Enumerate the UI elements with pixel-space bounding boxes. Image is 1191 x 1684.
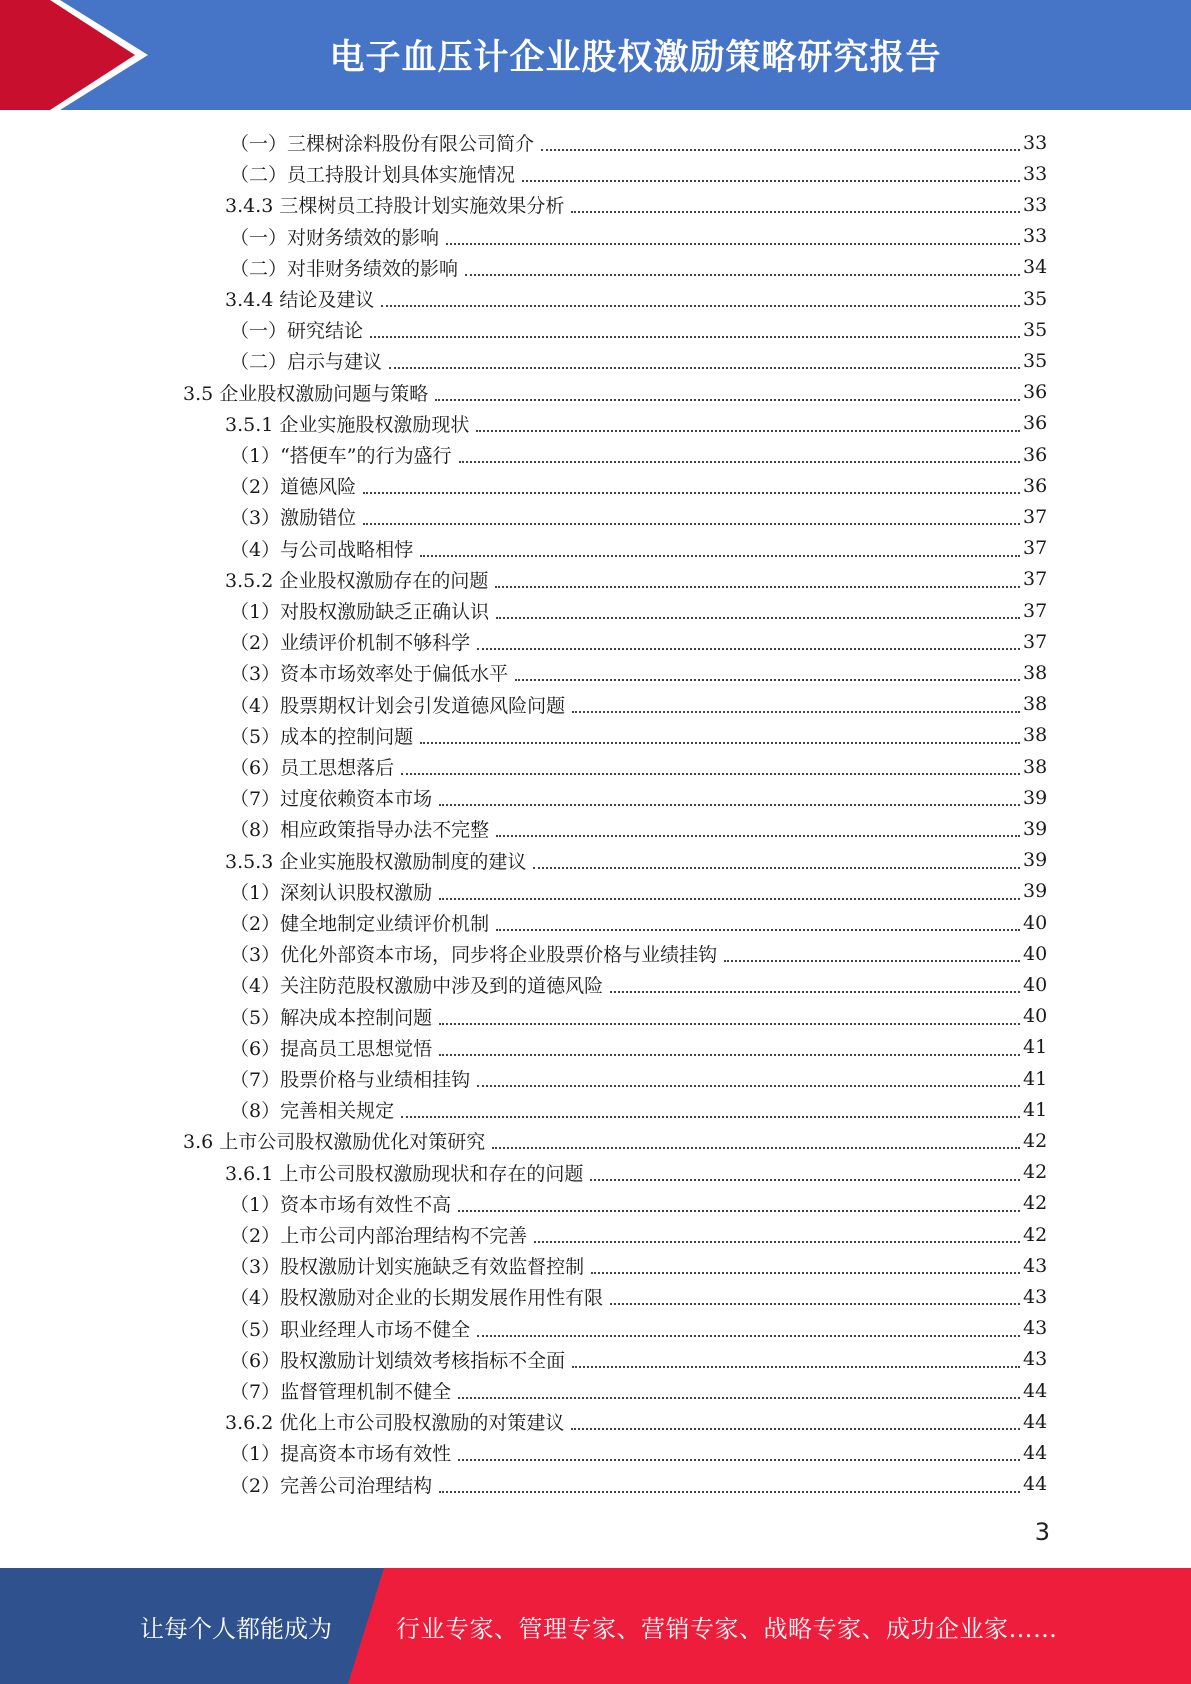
toc-dot-leader — [363, 491, 1020, 494]
toc-entry-page: 37 — [1023, 537, 1048, 560]
toc-entry[interactable] — [230, 345, 1047, 376]
toc-entry[interactable] — [230, 1344, 1047, 1375]
toc-entry-page: 39 — [1023, 786, 1048, 809]
toc-entry-page: 41 — [1023, 1036, 1048, 1059]
toc-entry-title: （6）提高员工思想觉悟 — [230, 1037, 433, 1060]
toc-entry-page: 39 — [1023, 817, 1048, 840]
toc-entry-title: （8）完善相关规定 — [230, 1100, 395, 1123]
toc-dot-leader — [572, 1365, 1020, 1368]
toc-entry-page: 40 — [1023, 973, 1048, 996]
toc-entry[interactable] — [183, 1125, 1047, 1156]
toc-entry[interactable] — [230, 626, 1047, 657]
toc-entry-page: 36 — [1023, 412, 1048, 435]
toc-dot-leader — [465, 273, 1020, 276]
toc-entry[interactable] — [230, 1437, 1047, 1468]
toc-entry-page: 39 — [1023, 849, 1048, 872]
toc-entry-page: 38 — [1023, 755, 1048, 778]
toc-entry[interactable] — [230, 751, 1047, 782]
document-title: 电子血压计企业股权激励策略研究报告 — [329, 38, 942, 78]
toc-entry[interactable] — [225, 408, 1047, 439]
toc-entry[interactable] — [230, 533, 1047, 564]
toc-entry[interactable] — [230, 1375, 1047, 1406]
toc-entry-page: 33 — [1023, 131, 1048, 154]
toc-entry[interactable] — [225, 564, 1047, 595]
page-number: 3 — [1034, 1518, 1050, 1546]
toc-dot-leader — [458, 1209, 1020, 1212]
toc-dot-leader — [724, 959, 1020, 962]
header-chevron-decoration — [0, 0, 150, 110]
toc-entry[interactable] — [230, 158, 1047, 189]
toc-entry-title: （一）三棵树涂料股份有限公司简介 — [230, 133, 535, 155]
toc-entry-page: 38 — [1023, 661, 1048, 684]
toc-entry-title: （4）股票期权计划会引发道德风险问题 — [230, 694, 566, 717]
toc-entry-title: （2）上市公司内部治理结构不完善 — [230, 1225, 528, 1247]
toc-entry-title: 3.5.1 企业实施股权激励现状 — [225, 413, 470, 436]
toc-entry-page: 35 — [1023, 287, 1048, 310]
toc-entry-title: （4）与公司战略相悖 — [230, 538, 414, 561]
toc-dot-leader — [439, 1490, 1020, 1493]
toc-entry-title: （5）职业经理人市场不健全 — [230, 1318, 471, 1341]
toc-entry-page: 37 — [1023, 630, 1048, 653]
toc-entry-title: （4）关注防范股权激励中涉及到的道德风险 — [230, 975, 604, 998]
toc-entry[interactable] — [230, 439, 1047, 470]
toc-entry-title: （一）对财务绩效的影响 — [230, 226, 440, 249]
toc-dot-leader — [610, 1302, 1020, 1305]
toc-dot-leader — [496, 928, 1020, 931]
toc-entry-page: 43 — [1023, 1348, 1048, 1371]
toc-dot-leader — [522, 179, 1020, 182]
toc-entry-page: 42 — [1023, 1129, 1048, 1152]
toc-entry-title: （1）资本市场有效性不高 — [230, 1193, 452, 1216]
toc-entry-page: 43 — [1023, 1254, 1048, 1277]
toc-dot-leader — [572, 710, 1020, 713]
toc-entry-page: 42 — [1023, 1161, 1048, 1184]
toc-dot-leader — [446, 242, 1020, 245]
toc-entry-page: 35 — [1023, 318, 1048, 341]
toc-dot-leader — [534, 1240, 1020, 1243]
toc-entry-title: （5）成本的控制问题 — [230, 725, 414, 748]
toc-entry-page: 37 — [1023, 505, 1048, 528]
toc-entry-title: （7）股票价格与业绩相挂钩 — [230, 1069, 471, 1091]
toc-dot-leader — [381, 304, 1020, 307]
toc-entry-title: （2）完善公司治理结构 — [230, 1474, 433, 1497]
page-footer — [0, 1568, 1191, 1684]
toc-entry[interactable] — [230, 689, 1047, 720]
toc-entry[interactable] — [230, 657, 1047, 688]
toc-entry[interactable] — [230, 1001, 1047, 1032]
toc-entry-page: 39 — [1023, 880, 1048, 903]
toc-entry[interactable] — [230, 876, 1047, 907]
toc-entry-page: 33 — [1023, 193, 1048, 216]
toc-entry-title: （3）股权激励计划实施缺乏有效监督控制 — [230, 1256, 585, 1279]
toc-entry-title: 3.6.1 上市公司股权激励现状和存在的问题 — [225, 1162, 584, 1185]
toc-dot-leader — [439, 1053, 1020, 1056]
toc-dot-leader — [515, 678, 1020, 681]
toc-dot-leader — [496, 834, 1020, 837]
toc-dot-leader — [439, 897, 1020, 900]
toc-entry[interactable] — [230, 221, 1047, 252]
toc-entry[interactable] — [230, 252, 1047, 283]
toc-dot-leader — [459, 460, 1020, 463]
toc-entry-page: 36 — [1023, 381, 1048, 404]
toc-entry-title: （1）提高资本市场有效性 — [230, 1443, 452, 1466]
toc-entry-page: 38 — [1023, 693, 1048, 716]
toc-entry-title: （二）对非财务绩效的影响 — [230, 257, 459, 280]
toc-entry[interactable] — [230, 969, 1047, 1000]
toc-entry-page: 35 — [1023, 349, 1048, 372]
toc-entry[interactable] — [230, 1313, 1047, 1344]
toc-entry[interactable] — [230, 938, 1047, 969]
toc-entry-title: 3.6.2 优化上市公司股权激励的对策建议 — [225, 1412, 565, 1435]
toc-entry-page: 44 — [1023, 1379, 1048, 1402]
toc-entry[interactable] — [230, 813, 1047, 844]
toc-entry[interactable] — [230, 1063, 1047, 1094]
toc-entry-page: 38 — [1023, 724, 1048, 747]
toc-dot-leader — [477, 1334, 1020, 1337]
toc-entry[interactable] — [225, 845, 1047, 876]
toc-entry-title: （一）研究结论 — [230, 320, 364, 343]
toc-entry-title: （6）员工思想落后 — [230, 757, 395, 779]
toc-dot-leader — [370, 335, 1020, 338]
toc-dot-leader — [435, 398, 1020, 401]
toc-entry-title: （1）“搭便车”的行为盛行 — [230, 445, 452, 467]
toc-entry-page: 43 — [1023, 1317, 1048, 1340]
toc-entry-page: 43 — [1023, 1285, 1048, 1308]
toc-dot-leader — [495, 585, 1020, 588]
toc-entry-page: 44 — [1023, 1441, 1048, 1464]
toc-dot-leader — [439, 1022, 1020, 1025]
toc-entry-title: 3.4.4 结论及建议 — [225, 289, 375, 311]
toc-entry[interactable] — [230, 1219, 1047, 1250]
toc-dot-leader — [420, 741, 1020, 744]
toc-entry[interactable] — [230, 1188, 1047, 1219]
toc-entry[interactable] — [230, 782, 1047, 813]
toc-entry[interactable] — [225, 189, 1047, 220]
toc-entry-page: 42 — [1023, 1223, 1048, 1246]
toc-entry[interactable] — [230, 595, 1047, 626]
toc-entry[interactable] — [230, 1094, 1047, 1125]
toc-entry[interactable] — [230, 127, 1047, 158]
toc-entry-title: （2）道德风险 — [230, 476, 357, 499]
toc-entry-title: 3.5.2 企业股权激励存在的问题 — [225, 569, 489, 592]
toc-entry-page: 41 — [1023, 1098, 1048, 1121]
toc-dot-leader — [571, 1427, 1020, 1430]
toc-entry-title: （二）员工持股计划具体实施情况 — [230, 164, 516, 187]
toc-entry-page: 44 — [1023, 1473, 1048, 1496]
page-header — [0, 0, 1191, 110]
toc-dot-leader — [401, 772, 1020, 775]
toc-entry[interactable] — [230, 1250, 1047, 1281]
toc-entry-page: 33 — [1023, 162, 1048, 185]
toc-entry-title: （1）深刻认识股权激励 — [230, 881, 433, 904]
toc-entry-title: （7）过度依赖资本市场 — [230, 788, 433, 811]
toc-entry[interactable] — [230, 907, 1047, 938]
toc-entry[interactable] — [225, 283, 1047, 314]
toc-entry-page: 40 — [1023, 911, 1048, 934]
toc-entry[interactable] — [230, 1469, 1047, 1500]
toc-entry-page: 36 — [1023, 443, 1048, 466]
toc-entry-page: 37 — [1023, 568, 1048, 591]
toc-entry-title: （3）资本市场效率处于偏低水平 — [230, 663, 509, 686]
toc-entry-page: 44 — [1023, 1410, 1048, 1433]
toc-entry-title: （3）优化外部资本市场，同步将企业股票价格与业绩挂钩 — [230, 944, 718, 967]
toc-dot-leader — [496, 616, 1020, 619]
toc-entry[interactable] — [230, 314, 1047, 345]
toc-dot-leader — [420, 554, 1020, 557]
toc-dot-leader — [389, 366, 1020, 369]
toc-dot-leader — [610, 990, 1020, 993]
toc-entry-title: （2）业绩评价机制不够科学 — [230, 632, 471, 655]
toc-entry[interactable] — [225, 1406, 1047, 1437]
toc-dot-leader — [476, 429, 1020, 432]
toc-entry-title: 3.5.3 企业实施股权激励制度的建议 — [225, 850, 527, 873]
toc-entry[interactable] — [225, 1157, 1047, 1188]
toc-dot-leader — [401, 1115, 1020, 1118]
toc-entry-title: （1）对股权激励缺乏正确认识 — [230, 601, 490, 623]
toc-entry[interactable] — [183, 377, 1047, 408]
footer-slogan-left: 让每个人都能成为 — [140, 1614, 332, 1643]
toc-entry-page: 40 — [1023, 1005, 1048, 1028]
toc-entry-title: （6）股权激励计划绩效考核指标不全面 — [230, 1349, 566, 1372]
toc-entry-title: （5）解决成本控制问题 — [230, 1006, 433, 1029]
toc-dot-leader — [439, 803, 1020, 806]
toc-entry-page: 40 — [1023, 942, 1048, 965]
toc-entry-page: 41 — [1023, 1067, 1048, 1090]
toc-dot-leader — [591, 1271, 1020, 1274]
toc-dot-leader — [492, 1146, 1020, 1149]
toc-entry-title: （3）激励错位 — [230, 507, 357, 530]
toc-dot-leader — [590, 1178, 1020, 1181]
toc-entry[interactable] — [230, 720, 1047, 751]
toc-entry-title: （二）启示与建议 — [230, 351, 383, 374]
toc-entry-title: 3.6 上市公司股权激励优化对策研究 — [183, 1131, 486, 1154]
toc-dot-leader — [363, 522, 1020, 525]
toc-entry-title: （8）相应政策指导办法不完整 — [230, 819, 490, 842]
toc-dot-leader — [533, 866, 1020, 869]
toc-entry-page: 33 — [1023, 225, 1048, 248]
toc-entry-title: （4）股权激励对企业的长期发展作用性有限 — [230, 1287, 604, 1310]
toc-dot-leader — [571, 210, 1020, 213]
toc-entry-page: 42 — [1023, 1192, 1048, 1215]
toc-entry-page: 34 — [1023, 256, 1048, 279]
toc-entry-title: （7）监督管理机制不健全 — [230, 1381, 452, 1403]
toc-dot-leader — [458, 1396, 1020, 1399]
toc-entry[interactable] — [230, 1281, 1047, 1312]
footer-slogan-right: 行业专家、管理专家、营销专家、战略专家、成功企业家…… — [396, 1614, 1058, 1643]
toc-entry-title: 3.5 企业股权激励问题与策略 — [183, 382, 429, 405]
toc-entry-title: 3.4.3 三棵树员工持股计划实施效果分析 — [225, 195, 565, 218]
toc-entry-title: （2）健全地制定业绩评价机制 — [230, 913, 490, 935]
toc-entry-page: 36 — [1023, 474, 1048, 497]
toc-entry[interactable] — [230, 470, 1047, 501]
toc-dot-leader — [477, 647, 1020, 650]
toc-dot-leader — [477, 1084, 1020, 1087]
toc-dot-leader — [458, 1458, 1020, 1461]
toc-dot-leader — [541, 148, 1020, 151]
toc-entry[interactable] — [230, 1032, 1047, 1063]
toc-entry[interactable] — [230, 501, 1047, 532]
toc-entry-page: 37 — [1023, 599, 1048, 622]
